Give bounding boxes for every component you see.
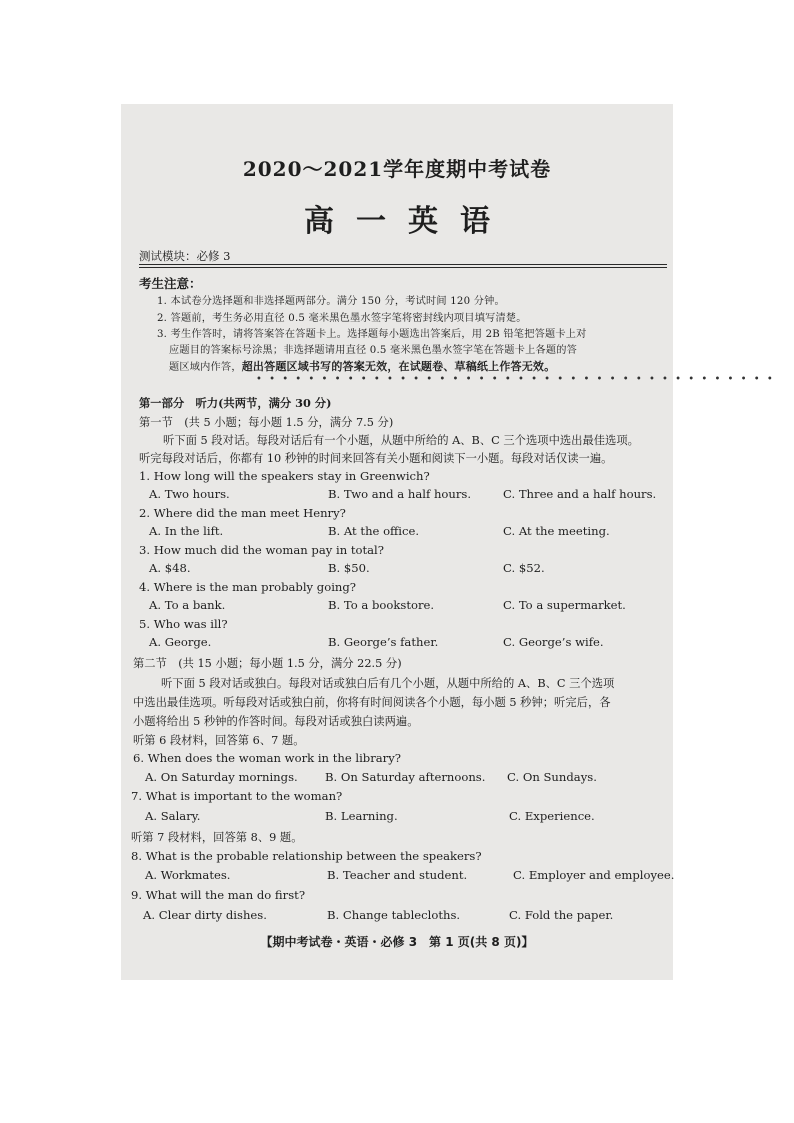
option-c: C. At the meeting.	[503, 524, 610, 538]
option-b: B. Two and a half hours.	[328, 487, 472, 501]
section1-heading: 第一节 (共 5 小题；每小题 1.5 分，满分 7.5 分)	[139, 416, 394, 429]
option-b: B. To a bookstore.	[328, 598, 435, 612]
question-stem: 8. What is the probable relationship between the speakers?	[131, 849, 482, 863]
option-c: C. George’s wife.	[503, 635, 604, 649]
question-stem: 5. Who was ill?	[139, 617, 228, 631]
option-a: A. Two hours.	[149, 487, 230, 501]
notice-heading: 考生注意：	[139, 276, 202, 291]
notice-item: 1. 本试卷分选择题和非选择题两部分。满分 150 分，考试时间 120 分钟。	[157, 296, 505, 307]
option-b: B. Learning.	[325, 809, 398, 823]
option-b: B. Change tablecloths.	[327, 908, 461, 922]
option-a: A. To a bank.	[149, 598, 226, 612]
header-rule-thin	[139, 267, 667, 268]
option-b: B. At the office.	[328, 524, 420, 538]
option-b: B. On Saturday afternoons.	[325, 770, 486, 784]
module-label: 测试模块：必修 3	[139, 249, 231, 263]
page-footer: 【期中考试卷・英语・必修 3 第 1 页(共 8 页)】	[260, 935, 534, 949]
option-a: A. Salary.	[145, 809, 201, 823]
exam-title: 2020～2021学年度期中考试卷	[242, 157, 552, 181]
section2-instruction: 小题将给出 5 秒钟的作答时间。每段对话或独白读两遍。	[133, 715, 419, 728]
question-stem: 3. How much did the woman pay in total?	[139, 543, 384, 557]
notice-item-text: 题区域内作答，	[169, 362, 242, 373]
notice-item: 3. 考生作答时，请将答案答在答题卡上。选择题每小题选出答案后，用 2B 铅笔把答题卡上对	[157, 329, 587, 340]
section2-instruction: 中选出最佳选项。听每段对话或独白前，你将有时间阅读各个小题，每小题 5 秒钟；听完后，各	[133, 696, 611, 709]
material-note: 听第 7 段材料，回答第 8、9 题。	[131, 831, 303, 844]
question-stem: 9. What will the man do first?	[131, 888, 306, 902]
question-stem: 7. What is important to the woman?	[131, 789, 343, 803]
section2-heading: 第二节 (共 15 小题；每小题 1.5 分，满分 22.5 分)	[133, 657, 402, 670]
option-a: A. Workmates.	[145, 868, 231, 882]
option-a: A. In the lift.	[149, 524, 224, 538]
option-c: C. Employer and employee.	[513, 868, 675, 882]
subject-title: 高一英语	[304, 204, 512, 239]
option-b: B. George’s father.	[328, 635, 439, 649]
option-b: B. Teacher and student.	[327, 868, 468, 882]
question-stem: 1. How long will the speakers stay in Greenwich?	[139, 469, 430, 483]
section2-instruction: 听下面 5 段对话或独白。每段对话或独白后有几个小题，从题中所给的 A、B、C 三个选项	[161, 677, 615, 690]
option-a: A. Clear dirty dishes.	[143, 908, 267, 922]
notice-item: 应题目的答案标号涂黑；非选择题请用直径 0.5 毫米黑色墨水签字笔在答题卡上各题的答	[169, 345, 578, 356]
part1-heading: 第一部分 听力(共两节，满分 30 分)	[139, 396, 332, 410]
option-c: C. On Sundays.	[507, 770, 597, 784]
option-a: A. $48.	[149, 561, 191, 575]
option-c: C. To a supermarket.	[503, 598, 626, 612]
option-a: A. On Saturday mornings.	[145, 770, 298, 784]
notice-emphasis: 超出答题区域书写的答案无效，在试题卷、草稿纸上作答无效。	[241, 360, 556, 373]
option-c: C. Fold the paper.	[509, 908, 614, 922]
material-note: 听第 6 段材料，回答第 6、7 题。	[133, 734, 305, 747]
option-a: A. George.	[149, 635, 212, 649]
section1-instruction: 听下面 5 段对话。每段对话后有一个小题，从题中所给的 A、B、C 三个选项中选出最佳选项。	[163, 434, 639, 447]
exam-page	[121, 104, 780, 980]
option-b: B. $50.	[328, 561, 370, 575]
option-c: C. Three and a half hours.	[503, 487, 657, 501]
header-rule	[139, 264, 667, 265]
emphasis-dots: ••••••••••••••••••••••••••••••••••••••••	[256, 374, 780, 385]
question-stem: 4. Where is the man probably going?	[139, 580, 357, 594]
question-stem: 2. Where did the man meet Henry?	[139, 506, 346, 520]
question-stem: 6. When does the woman work in the library?	[133, 751, 401, 765]
notice-item: 2. 答题前，考生务必用直径 0.5 毫米黑色墨水签字笔将密封线内项目填写清楚。	[157, 313, 527, 324]
section1-instruction: 听完每段对话后，你都有 10 秒钟的时间来回答有关小题和阅读下一小题。每段对话仅读一遍。	[139, 452, 613, 465]
notice-item	[169, 358, 555, 374]
option-c: C. $52.	[503, 561, 545, 575]
option-c: C. Experience.	[509, 809, 595, 823]
